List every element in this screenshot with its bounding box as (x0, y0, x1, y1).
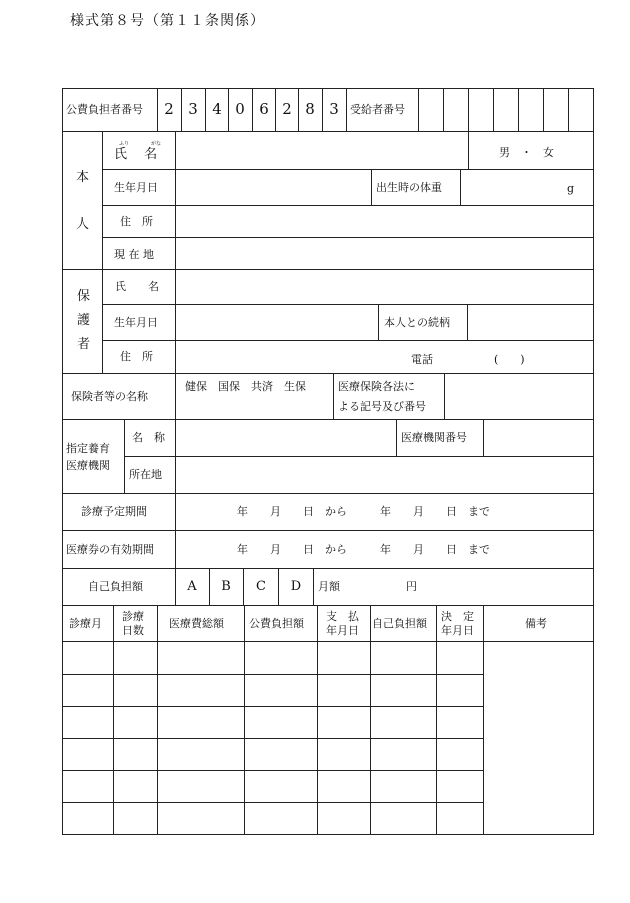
copay-class[interactable]: B (221, 579, 231, 594)
insurer-symbol-label: よる記号及び番号 (338, 400, 426, 413)
name-ruby: がな (151, 141, 162, 147)
relationship-label: 本人との続柄 (384, 316, 450, 329)
patient-location-field[interactable] (176, 238, 593, 269)
col-paid: 年月日 (326, 624, 359, 637)
recipient-number-label: 受給者番号 (350, 103, 405, 116)
payer-digit: 4 (212, 100, 222, 118)
copay-class[interactable]: A (187, 579, 197, 594)
phone-paren: ( ) (494, 353, 525, 366)
payer-digit: 2 (164, 100, 174, 118)
form-title: 様式第８号（第１１条関係） (70, 13, 265, 29)
copay-label: 自己負担額 (88, 580, 143, 593)
record-table-body[interactable] (63, 642, 593, 834)
institution-name-field[interactable] (176, 420, 396, 456)
guardian-section-label: 保 (77, 289, 91, 304)
col-decided: 年月日 (441, 624, 474, 637)
institution-code-field[interactable] (484, 420, 593, 456)
payer-digit: 3 (329, 100, 339, 118)
insurer-types[interactable]: 健保 国保 共済 生保 (185, 380, 306, 393)
patient-location-label: 現 在 地 (114, 248, 154, 261)
guardian-birthdate-field[interactable] (176, 305, 378, 340)
col-self: 自己負担額 (372, 617, 427, 630)
col-days: 日数 (122, 624, 144, 637)
guardian-name-label: 氏 名 (115, 280, 159, 293)
patient-birthdate-field[interactable] (176, 170, 371, 205)
patient-address-label: 住 所 (120, 215, 153, 228)
guardian-birthdate-label: 生年月日 (114, 316, 158, 329)
validity-period-text[interactable]: 年 月 日 から 年 月 日 まで (237, 543, 490, 556)
payer-digit: 6 (259, 100, 269, 118)
institution-location-label: 所在地 (129, 468, 162, 481)
name-ruby: ふり (119, 141, 130, 147)
institution-code-label: 医療機関番号 (401, 431, 467, 444)
payer-number-label: 公費負担者番号 (66, 103, 143, 116)
institution-location-field[interactable] (176, 457, 593, 493)
validity-period-label: 医療券の有効期間 (66, 543, 154, 556)
col-days: 診療 (122, 610, 144, 623)
insurer-label: 保険者等の名称 (71, 390, 148, 403)
col-month: 診療月 (69, 617, 102, 630)
copay-monthly-label: 月額 (318, 580, 340, 593)
planned-period-text[interactable]: 年 月 日 から 年 月 日 まで (237, 505, 490, 518)
patient-section-label: 人 (76, 217, 90, 232)
payer-digit: 2 (282, 100, 292, 118)
copay-class[interactable]: C (256, 579, 266, 594)
col-total: 医療費総額 (169, 617, 224, 630)
institution-name-label: 名 称 (132, 431, 165, 444)
sex-options[interactable]: 男 ・ 女 (499, 146, 554, 159)
insurer-symbol-label: 医療保険各法に (338, 380, 415, 393)
guardian-section-label: 護 (77, 313, 91, 328)
col-decided: 決 定 (441, 610, 474, 623)
patient-name-field[interactable] (176, 132, 467, 169)
birth-weight-label: 出生時の体重 (376, 181, 442, 194)
copay-class[interactable]: D (290, 579, 302, 594)
patient-name-label: 氏 名 (114, 147, 158, 162)
planned-period-label: 診療予定期間 (81, 505, 147, 518)
patient-birthdate-label: 生年月日 (114, 181, 158, 194)
payer-digit: 0 (235, 100, 245, 118)
guardian-section-label: 者 (77, 337, 91, 352)
col-remarks: 備考 (525, 617, 547, 630)
guardian-address-label: 住 所 (120, 350, 153, 363)
payer-digit: 3 (188, 100, 198, 118)
col-public: 公費負担額 (249, 617, 304, 630)
payer-digit: 8 (305, 100, 315, 118)
col-paid: 支 払 (326, 610, 359, 623)
guardian-name-field[interactable] (176, 270, 593, 304)
copay-unit: 円 (406, 580, 417, 593)
phone-label: 電話 (411, 353, 433, 366)
recipient-number-cells[interactable] (419, 89, 593, 131)
institution-section-label: 医療機関 (66, 459, 110, 472)
institution-section-label: 指定養育 (66, 442, 110, 455)
birth-weight-unit: g (567, 182, 575, 195)
patient-section-label: 本 (76, 170, 90, 185)
insurer-symbol-field[interactable] (445, 374, 593, 419)
patient-address-field[interactable] (176, 206, 593, 237)
